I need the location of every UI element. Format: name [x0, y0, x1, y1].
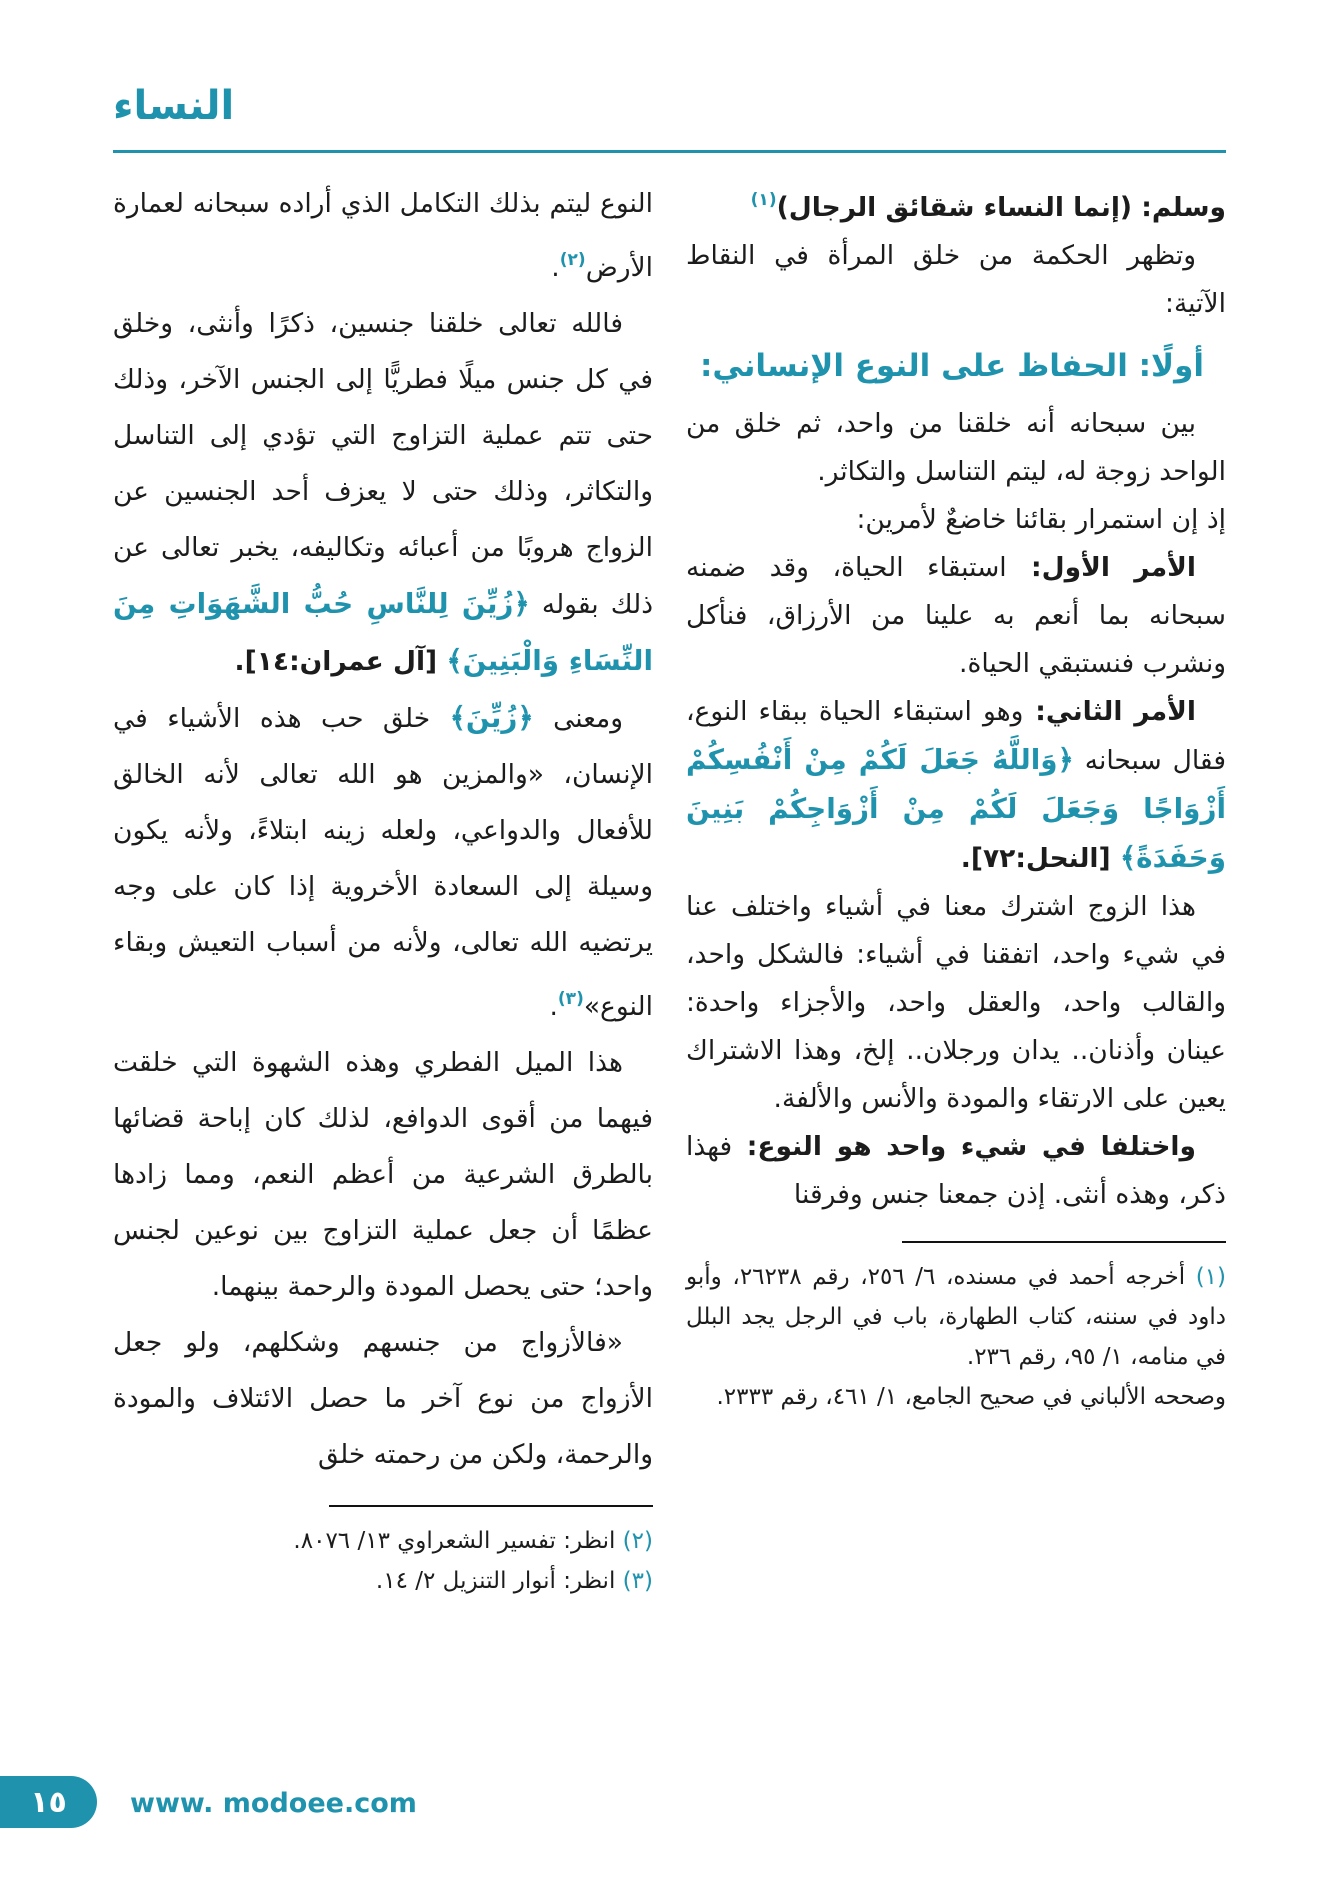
page-number: ١٥	[30, 1784, 67, 1820]
paragraph	[686, 688, 1226, 883]
header-rule	[113, 150, 1226, 153]
quran-verse: ﴿زُيِّنَ لِلنَّاسِ حُبُّ الشَّهَوَاتِ مِنَ النِّسَاءِ وَالْبَنِينَ﴾	[113, 587, 653, 677]
text-run: وتظهر الحكمة من خلق المرأة في النقاط الآتية:	[686, 240, 1226, 319]
paragraph	[686, 1123, 1226, 1219]
paragraph	[113, 296, 653, 690]
footnote-ref: (٣)	[557, 989, 584, 1009]
text-run: هذا الزوج اشترك معنا في أشياء واختلف عنا في شيء واحد، اتفقنا في أشياء: فالشكل واحد، والقالب واحد، والعقل واحد، والأجزاء واحدة: عينان وأذنان.. يدان ورجلان.. إلخ، وهذا الاشتراك يعين على الارتقاء والمودة والأنس والألفة.	[686, 891, 1226, 1114]
text-run: انظر: أنوار التنزيل ٢/ ١٤.	[375, 1568, 616, 1594]
footnote	[686, 1257, 1226, 1377]
page-title: النساء	[113, 83, 235, 129]
text-run: وسلم: (إنما النساء شقائق الرجال)	[776, 192, 1226, 223]
paragraph	[113, 176, 653, 296]
text-run: الأمر الأول:	[1006, 552, 1196, 583]
footnote-ref: (١)	[750, 190, 777, 210]
text-run: هذا الميل الفطري وهذه الشهوة التي خلقت فيهما من أقوى الدوافع، لذلك كان إباحة قضائها بالطرق الشرعية من أعظم النعم، ومما زادها عظمًا أن جعل عملية التزاوج بين نوعين لجنس واحد؛ حتى يحصل المودة والرحمة بينهما.	[113, 1047, 653, 1302]
text-run: النوع ليتم بذلك التكامل الذي أراده سبحانه لعمارة الأرض	[113, 188, 653, 283]
column-right-body	[686, 176, 1226, 1219]
text-run: واختلفا في شيء واحد هو النوع:	[732, 1131, 1196, 1162]
column-right-footnotes	[686, 1241, 1226, 1417]
text-run: ومعنى	[533, 703, 623, 734]
paragraph	[113, 690, 653, 1035]
paragraph	[686, 176, 1226, 232]
text-run: .	[551, 252, 560, 283]
paragraph	[686, 544, 1226, 688]
footnote-number: (١)	[1185, 1264, 1227, 1290]
footnote-list	[113, 1521, 653, 1601]
footnote-list	[686, 1257, 1226, 1417]
paragraph	[113, 1315, 653, 1483]
footnote-number: (٢)	[615, 1528, 653, 1554]
footnote-separator	[329, 1505, 653, 1507]
text-run: انظر: تفسير الشعراوي ١٣/ ٨٠٧٦.	[293, 1528, 616, 1554]
text-run: فهذا ذكر، وهذه أنثى. إذن جمعنا جنس وفرقنا	[686, 1131, 1226, 1210]
column-left-body	[113, 176, 653, 1483]
footnote-number: (٣)	[615, 1568, 653, 1594]
text-run: فالله تعالى خلقنا جنسين، ذكرًا وأنثى، وخلق في كل جنس ميلًا فطريًّا إلى الجنس الآخر، وذلك حتى تتم عملية التزاوج التي تؤدي إلى التناسل والتكاثر، وذلك حتى لا يعزف أحد الجنسين عن الزواج هروبًا من أعبائه وتكاليفه، يخبر تعالى عن ذلك بقوله	[113, 308, 653, 620]
page-number-tab	[0, 1776, 97, 1828]
quran-verse: ﴿وَاللَّهُ جَعَلَ لَكُمْ مِنْ أَنْفُسِكُمْ أَزْوَاجًا وَجَعَلَ لَكُمْ مِنْ أَزْوَاجِكُمْ بَنِينَ وَحَفَدَةً﴾	[686, 743, 1226, 874]
text-run: وصححه الألباني في صحيح الجامع، ١/ ٤٦١، رقم ٢٣٣٣.	[716, 1384, 1226, 1410]
column-left-footnotes	[113, 1505, 653, 1601]
verse-citation: [آل عمران:١٤].	[234, 646, 447, 677]
text-run: أخرجه أحمد في مسنده، ٦/ ٢٥٦، رقم ٢٦٢٣٨، وأبو داود في سننه، كتاب الطهارة، باب في الرجل يجد البلل في منامه، ١/ ٩٥، رقم ٢٣٦.	[686, 1264, 1226, 1370]
text-run: وهو استبقاء الحياة ببقاء النوع، فقال سبحانه	[686, 696, 1226, 776]
paragraph	[686, 232, 1226, 328]
footnote	[113, 1561, 653, 1601]
paragraph	[113, 1035, 653, 1315]
text-run: خلق حب هذه الأشياء في الإنسان، «والمزين هو الله تعالى لأنه الخالق للأفعال والدواعي، ولعله زينه ابتلاءً، ولأنه يكون وسيلة إلى السعادة الأخروية إذا كان على وجه يرتضيه الله تعالى، ولأنه من أسباب التعيش وبقاء النوع»	[113, 703, 653, 1022]
paragraph	[686, 883, 1226, 1123]
verse-citation: [النحل:٧٢].	[960, 843, 1120, 874]
footnote-separator	[902, 1241, 1226, 1243]
text-run: بين سبحانه أنه خلقنا من واحد، ثم خلق من الواحد زوجة له، ليتم التناسل والتكاثر.	[686, 408, 1226, 487]
text-run: الأمر الثاني:	[1023, 696, 1196, 727]
paragraph	[686, 496, 1226, 544]
text-run: .	[549, 991, 558, 1022]
footnote	[686, 1377, 1226, 1417]
footnote	[113, 1521, 653, 1561]
text-run: استبقاء الحياة، وقد ضمنه سبحانه بما أنعم به علينا من الأرزاق، فنأكل ونشرب فنستبقي الحياة.	[686, 552, 1226, 679]
footnote-ref: (٢)	[559, 250, 586, 270]
text-run: «فالأزواج من جنسهم وشكلهم، ولو جعل الأزواج من نوع آخر ما حصل الائتلاف والمودة والرحمة، ولكن من رحمته خلق	[113, 1327, 653, 1470]
paragraph	[686, 400, 1226, 496]
section-heading	[686, 340, 1226, 392]
heading-text: أولًا: الحفاظ على النوع الإنساني:	[700, 348, 1204, 384]
column-right	[686, 176, 1226, 1417]
quran-verse: ﴿زُيِّنَ﴾	[449, 701, 534, 734]
column-left	[113, 176, 653, 1601]
text-run: إذ إن استمرار بقائنا خاضعٌ لأمرين:	[856, 504, 1226, 535]
website-url: www. modoee.com	[130, 1788, 417, 1819]
